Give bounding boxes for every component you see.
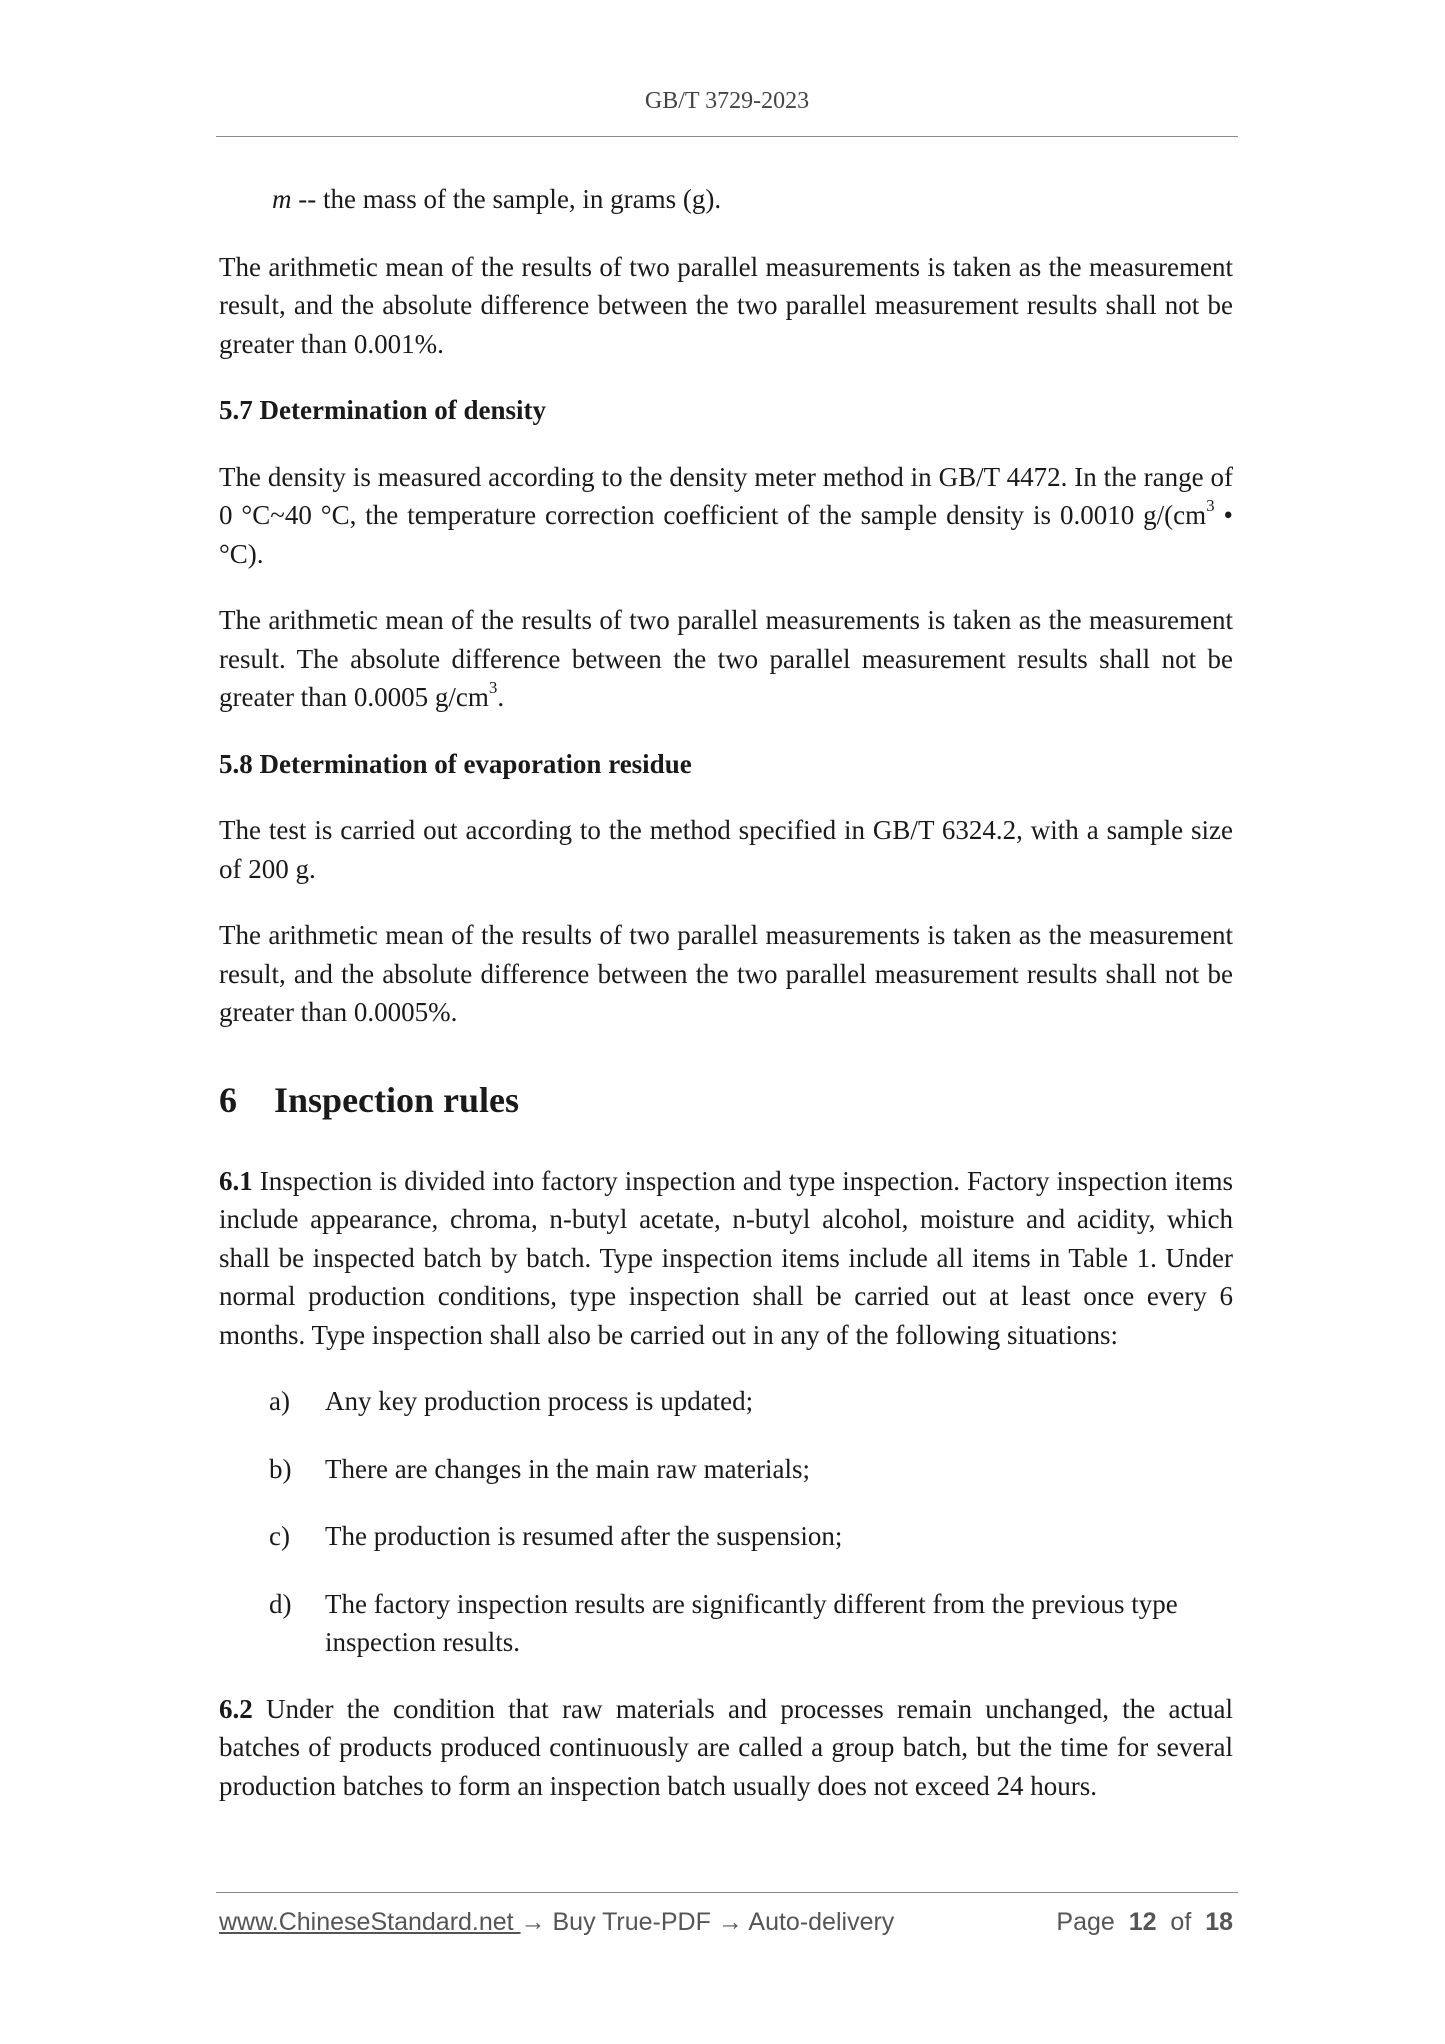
paragraph-residue-result: The arithmetic mean of the results of two parallel measurements is taken as the measurement result, and the absolute difference between the two parallel measurement results shall not be greater than 0.0005%.	[219, 920, 1233, 1027]
header-divider	[216, 136, 1238, 137]
list-item	[219, 1585, 1233, 1662]
paragraph-residue-method: The test is carried out according to the method specified in GB/T 6324.2, with a sample size of 200 g.	[219, 815, 1233, 884]
page-of: of	[1170, 1908, 1192, 1936]
density-method-text: The density is measured according to the density meter method in GB/T 4472. In the range of 0 °C~40 °C, the temperature correction coefficient of the sample density is 0.0010 g/(cm	[219, 461, 1233, 530]
list-item	[219, 1450, 1233, 1489]
footer-left	[219, 1908, 894, 1937]
list-marker: c)	[269, 1521, 290, 1551]
list-item-text: The production is resumed after the suspension;	[325, 1521, 843, 1551]
variable-description: -- the mass of the sample, in grams (g).	[291, 184, 722, 214]
density-method-text-end: • °C).	[219, 500, 1233, 569]
page-total: 18	[1205, 1908, 1233, 1936]
paragraph-mean-result: The arithmetic mean of the results of two parallel measurements is taken as the measurement result, and the absolute difference between the two parallel measurement results shall not be greater than 0.001%.	[219, 251, 1233, 359]
variable-definition	[219, 180, 1233, 219]
section-5-8-heading: 5.8 Determination of evaporation residue	[219, 748, 692, 779]
clause-text-6-2: Under the condition that raw materials and processes remain unchanged, the actual batches of products produced continuously are called a group batch, but the time for several production batches to form an inspection batch usually does not exceed 24 hours.	[219, 1693, 1233, 1801]
footer-tail-text: → Buy True-PDF → Auto-delivery	[520, 1908, 895, 1936]
footer-divider	[216, 1892, 1238, 1893]
list-marker: d)	[269, 1588, 292, 1619]
page-footer	[219, 1908, 1233, 1937]
variable-symbol: m	[272, 184, 292, 214]
page-indicator	[1056, 1908, 1233, 1937]
section-5-7-heading: 5.7 Determination of density	[219, 395, 546, 425]
density-result-superscript: 3	[488, 678, 498, 697]
density-result-text-end: .	[497, 682, 505, 712]
paragraph-density-method	[219, 458, 1233, 574]
paragraph-density-result	[219, 601, 1233, 717]
list-marker: b)	[269, 1453, 292, 1484]
list-item-text: There are changes in the main raw materials;	[325, 1453, 811, 1484]
page-current: 12	[1128, 1908, 1157, 1936]
clause-text-6-1: Inspection is divided into factory inspection and type inspection. Factory inspection items include appearance, chroma, n-butyl acetate, n-butyl alcohol, moisture and acidity, which shall be inspected batch by batch. Type inspection items include all items in Table 1. Under normal production conditions, type inspection shall be carried out at least once every 6 months. Type inspection shall also be carried out in any of the following situations:	[219, 1165, 1233, 1350]
list-item-text: The factory inspection results are significantly different from the previous type inspection results.	[325, 1588, 1178, 1657]
list-marker: a)	[269, 1386, 290, 1416]
document-body	[219, 180, 1233, 1805]
density-method-superscript: 3	[1206, 496, 1215, 515]
standard-number: GB/T 3729-2023	[644, 88, 810, 114]
list-item-text: Any key production process is updated;	[325, 1386, 754, 1416]
chapter-title: Inspection rules	[274, 1079, 520, 1120]
situations-list	[219, 1382, 1233, 1662]
page-header	[216, 88, 1238, 115]
paragraph-6-2	[219, 1690, 1233, 1806]
list-item	[219, 1517, 1233, 1556]
density-result-text: The arithmetic mean of the results of two parallel measurements is taken as the measurement result. The absolute difference between the two parallel measurement results shall not be greater than 0.0005 g/cm	[219, 605, 1233, 712]
chapter-6-heading	[219, 1078, 1233, 1122]
chapter-number: 6	[219, 1079, 237, 1120]
paragraph-6-1	[219, 1162, 1233, 1355]
clause-number-6-2: 6.2	[219, 1693, 253, 1724]
list-item	[219, 1382, 1233, 1421]
site-link[interactable]: www.ChineseStandard.net	[219, 1908, 521, 1936]
clause-number-6-1: 6.1	[219, 1165, 253, 1196]
page-label: Page	[1056, 1908, 1115, 1936]
